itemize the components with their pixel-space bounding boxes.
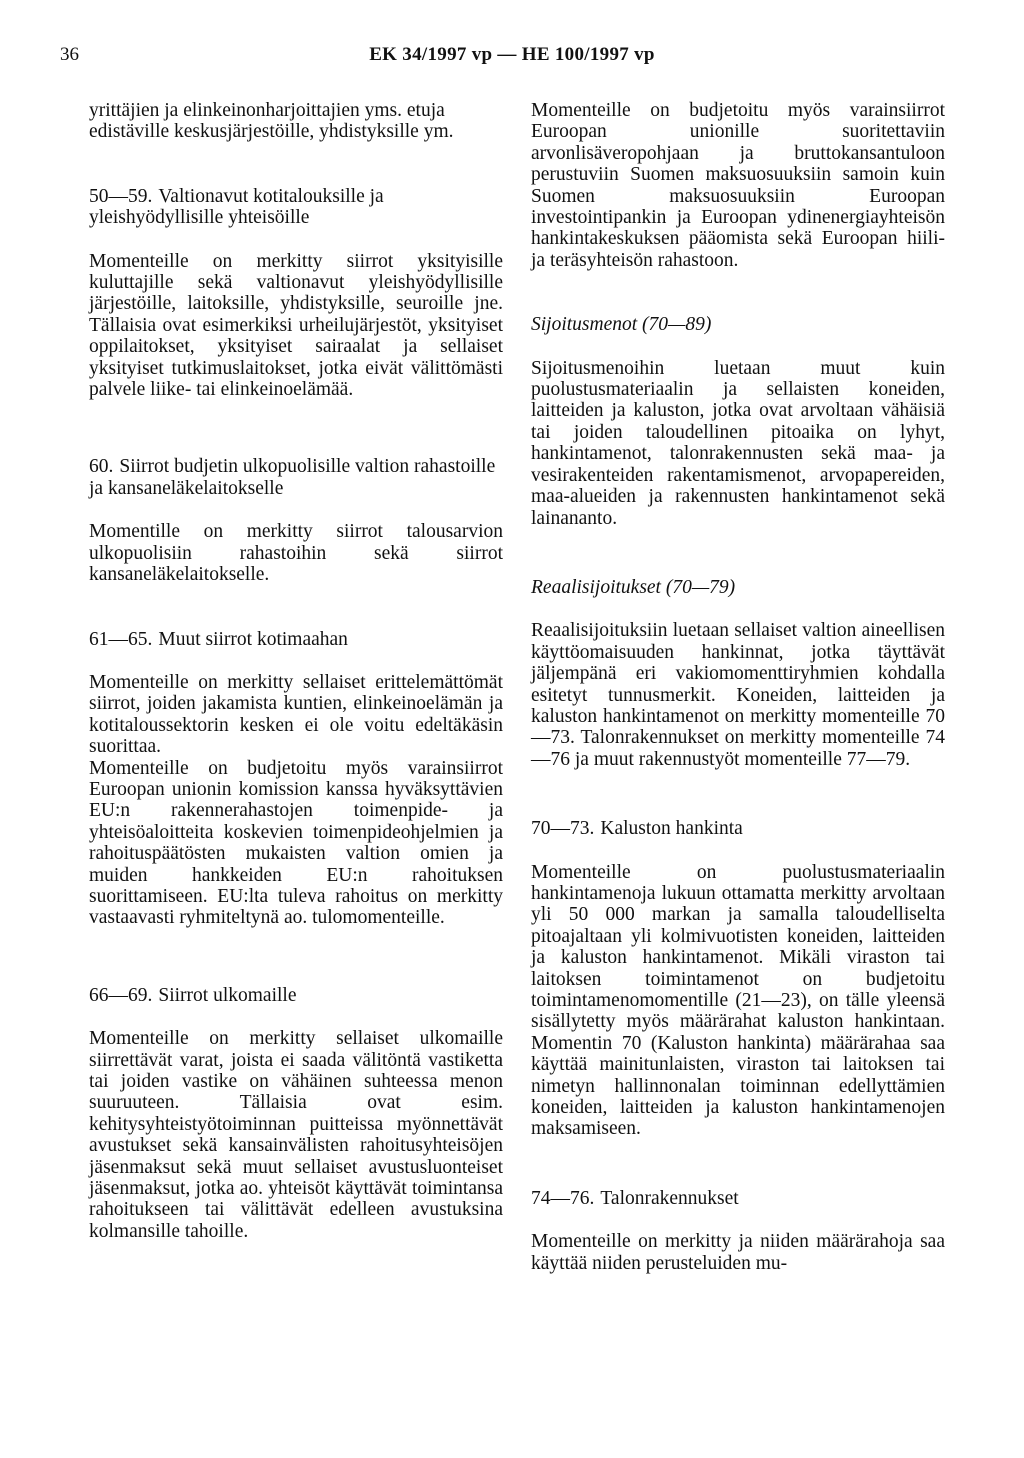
section-title: Siirrot budjetin ulkopuolisille valtion rahastoille ja kansaneläkelaitokselle <box>89 456 496 499</box>
section-heading-60 <box>89 456 503 499</box>
section-number: 70—73. <box>531 818 595 840</box>
section-heading-50-59 <box>89 186 503 229</box>
subsection-body-sijoitusmenot: Sijoitusmenoihin luetaan muut kuin puolustusmateriaalin ja sellaisten koneiden, laitteiden ja kaluston, jotka ovat arvoltaan vähäisiä tai joiden taloudellinen pitoaika on lyhyt, hankintamenot, talonrakennusten sekä maa- ja vesirakenteiden rakentamismenot, arvopapereiden, maa-alueiden ja rakennusten hankintamenot sekä lainananto. <box>531 357 945 529</box>
section-title: Talonrakennukset <box>600 1187 739 1209</box>
section-body-66-69: Momenteille on merkitty sellaiset ulkomaille siirrettävät varat, joista ei saada välitöntä vastiketta tai joiden vastike on vähäinen suhteessa menon suuruuteen. Tällaisia ovat esim. kehitysyhteistyötoiminnan puitteissa myönnettävät avustukset sekä kansainvälisten rahoitusyhteisöjen jäsenmaksut sekä muut sellaiset avustusluonteiset jäsenmaksut, jotka ao. yhteisöt käyttävät toimintansa rahoitukseen tai välittävät edelleen avustuksina kolmansille tahoille. <box>89 1028 503 1242</box>
running-header-title: EK 34/1997 vp — HE 100/1997 vp <box>369 44 655 65</box>
section-heading-66-69 <box>89 985 503 1006</box>
section-body-61-65-1: Momenteille on merkitty sellaiset erittelemättömät siirrot, joiden jakamista kuntien, elinkeinoelämän ja kotitaloussektorin kesken ei ole voitu edeltäkäsin suorittaa. <box>89 671 503 758</box>
section-body-74-76: Momenteille on merkitty ja niiden määrärahoja saa käyttää niiden perusteluiden mu- <box>531 1231 945 1274</box>
section-number: 74—76. <box>531 1187 595 1209</box>
section-number: 66—69. <box>89 984 153 1006</box>
section-title: Valtionavut kotitalouksille ja yleishyödyllisille yhteisöille <box>89 185 384 229</box>
section-title: Kaluston hankinta <box>600 818 743 840</box>
section-body-60: Momentille on merkitty siirrot talousarvion ulkopuolisiin rahastoihin sekä siirrot kansaneläkelaitokselle. <box>89 521 503 586</box>
right-column <box>531 100 945 1274</box>
subsection-heading-sijoitusmenot: Sijoitusmenot (70—89) <box>531 314 712 336</box>
section-heading-61-65 <box>89 629 503 650</box>
page-number: 36 <box>60 44 79 65</box>
section-title: Muut siirrot kotimaahan <box>158 628 348 650</box>
subsection-body-reaalisijoitukset: Reaalisijoituksiin luetaan sellaiset valtion aineellisen käyttöomaisuuden hankinnat, jotka täyttävät jäljempänä eri vakiomomenttiryhmien kohdalla esitetyt tunnusmerkit. Koneiden, laitteiden ja kaluston hankintamenot on merkitty momenteille 70—73. Talonrakennukset on merkitty momenteille 74—76 ja muut rakennustyöt momenteille 77—79. <box>531 620 945 770</box>
section-body-50-59: Momenteille on merkitty siirrot yksityisille kuluttajille sekä valtionavut yleishyödyllisille järjestöille, laitoksille, yhdistyksille, seuroille jne. Tällaisia ovat esimerkiksi urheilujärjestöt, yksityiset oppilaitokset, yksityiset sairaalat ja sellaiset yksityiset tutkimuslaitokset, jotka eivät välittömästi palvele liike- tai elinkeinoelämää. <box>89 250 503 401</box>
section-body-70-73: Momenteille on puolustusmateriaalin hankintamenoja lukuun ottamatta merkitty arvoltaan yli 50 000 markan ja samalla taloudelliselta pitoajaltaan yli kolmivuotisten koneiden, laitteiden ja kaluston hankintamenot. Mikäli viraston tai laitoksen toimintamenot on budjetoitu toimintamenomomentille (21—23), on tälle yleensä sisällytetty myös määrärahat kaluston hankintaan. Momentin 70 (Kaluston hankinta) määrärahaa saa käyttää mainitunlaisten, viraston tai laitoksen tai nimetyn hallinnonalan toiminnan edellyttämien koneiden, laitteiden ja kaluston hankintamenojen maksamiseen. <box>531 861 945 1140</box>
subsection-heading-reaalisijoitukset: Reaalisijoitukset (70—79) <box>531 576 736 598</box>
section-body-61-65-2: Momenteille on budjetoitu myös varainsiirrot Euroopan unionin komission kanssa hyväksyttävien EU:n rakennerahastojen toimenpide- ja yhteisöaloitteita koskevien toimenpideohjelmien ja rahoituspäätösten mukaisten valtion omien ja muiden hankkeiden EU:n rahoituksen suorittamiseen. EU:lta tuleva rahoitus on merkitty vastaavasti ryhmiteltynä ao. tulomomenteille. <box>89 757 503 929</box>
section-number: 50—59. <box>89 185 153 207</box>
left-column <box>89 100 503 1242</box>
section-heading-70-73 <box>531 818 945 839</box>
section-number: 61—65. <box>89 628 153 650</box>
section-number: 60. <box>89 456 114 478</box>
section-title: Siirrot ulkomaille <box>158 984 297 1006</box>
section-heading-74-76 <box>531 1188 945 1209</box>
continuation-paragraph: Momenteille on budjetoitu myös varainsiirrot Euroopan unionille suoritettaviin arvonlisäveropohjaan ja bruttokansantuloon perustuviin Suomen maksuosuuksiin samoin kuin Suomen maksuosuuksiin Euroopan investointipankin ja Euroopan ydinenergiayhteisön hankintakeskuksen pääomista sekä Euroopan hiili- ja teräsyhteisön rahastoon. <box>531 100 945 271</box>
intro-paragraph: yrittäjien ja elinkeinonharjoittajien yms. etuja edistäville keskusjärjestöille, yhdistyksille ym. <box>89 100 454 143</box>
